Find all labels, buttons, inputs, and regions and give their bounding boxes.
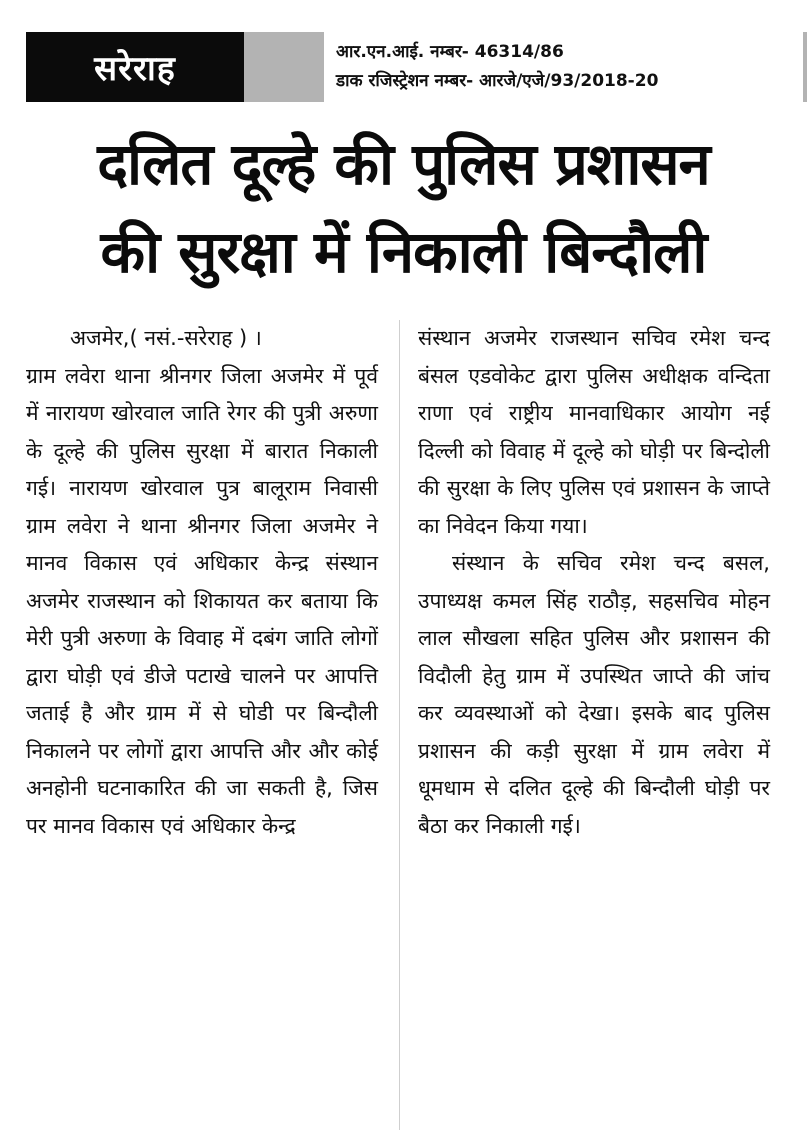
registration-block xyxy=(336,38,806,96)
rni-number: आर.एन.आई. नम्बर- 46314/86 xyxy=(336,42,564,62)
headline-line-1: दलित दूल्हे की पुलिस प्रशासन xyxy=(97,130,710,198)
headline-line-2: की सुरक्षा में निकाली बिन्दौली xyxy=(100,218,707,286)
masthead-right-bar xyxy=(803,32,807,102)
postal-registration-number: डाक रजिस्ट्रेशन नम्बर- आरजे/एजे/93/2018-20 xyxy=(336,71,659,91)
article-body xyxy=(26,320,782,1140)
article-right-paragraph-1: संस्थान अजमेर राजस्थान सचिव रमेश चन्द बंसल एडवोकेट द्वारा पुलिस अधीक्षक वन्दिता राणा एवं राष्ट्रीय मानवाधिकार आयोग नई दिल्ली को विवाह में दूल्हे को घोड़ी पर बिन्दोली की सुरक्षा के लिए पुलिस एवं प्रशासन के जाप्ते का निवेदन किया गया। xyxy=(418,326,770,538)
headline xyxy=(0,120,807,296)
article-right-column xyxy=(418,320,770,845)
article-dateline: अजमेर,( नसं.-सरेराह ) । xyxy=(70,326,262,350)
masthead-grey-band xyxy=(244,32,324,102)
newspaper-logo xyxy=(26,32,244,102)
article-left-text: ग्राम लवेरा थाना श्रीनगर जिला अजमेर में पूर्व में नारायण खोरवाल जाति रेगर की पुत्री अरुणा के दूल्हे की पुलिस सुरक्षा में बारात निकाली गई। नारायण खोरवाल पुत्र बालूराम निवासी ग्राम लवेरा ने थाना श्रीनगर जिला अजमेर ने मानव विकास एवं अधिकार केन्द्र संस्थान अजमेर राजस्थान को शिकायत कर बताया कि मेरी पुत्री अरुणा के विवाह में दबंग जाति लोगों द्वारा घोड़ी एवं डीजे पटाखे चालने पर आपत्ति जताई है और ग्राम में से घोडी पर बिन्दौली निकालने पर लोगों द्वारा आपत्ति और और कोई अनहोनी घटनाकारित की जा सकती है, जिस पर मानव विकास एवं अधिकार केन्द्र xyxy=(26,363,378,838)
article-left-column xyxy=(26,320,378,845)
masthead xyxy=(26,32,806,102)
column-divider xyxy=(399,320,400,1130)
article-right-paragraph-2: संस्थान के सचिव रमेश चन्द बसल, उपाध्यक्ष कमल सिंह राठौड़, सहसचिव मोहन लाल सौखला सहित पुलिस और प्रशासन की विदौली हेतु ग्राम में उपस्थित जाप्ते की जांच कर व्यवस्थाओं को देखा। इसके बाद पुलिस प्रशासन की कड़ी सुरक्षा में ग्राम लवेरा में धूमधाम से दलित दूल्हे की बिन्दौली घोड़ी पर बैठा कर निकाली गई। xyxy=(418,551,770,838)
logo-text: सरेराह xyxy=(94,49,176,89)
